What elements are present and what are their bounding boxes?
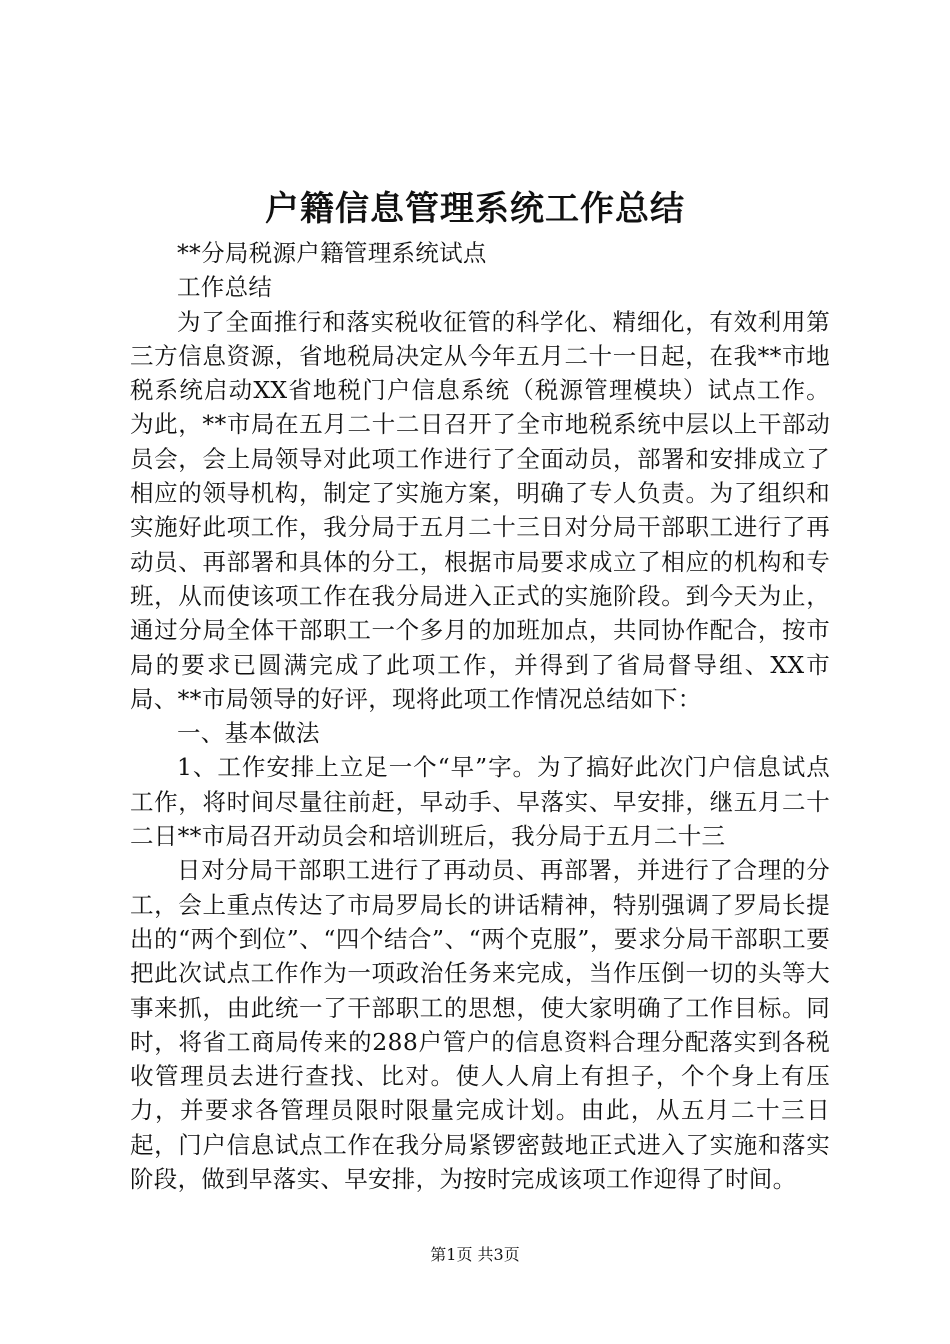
document-body [130,236,830,1196]
document-title: 户籍信息管理系统工作总结 [265,189,685,229]
subtitle-line-2: 工作总结 [177,273,273,302]
subtitle-line-1: **分局税源户籍管理系统试点 [177,239,487,267]
page-footer: 第1页 共3页 [430,1245,520,1264]
body-paragraph: 日对分局干部职工进行了再动员、再部署，并进行了合理的分工，会上重点传达了市局罗局长的讲话精神，特别强调了罗局长提出的“两个到位”、“四个结合”、“两个克服”，要求分局干部职工要把此次试点工作作为一项政治任务来完成，当作压倒一切的头等大事来抓，由此统一了干部职工的思想，使大家明确了工作目标。同时，将省工商局传来的288户管户的信息资料合理分配落实到各税收管理员去进行查找、比对。使人人肩上有担子，个个身上有压力，并要求各管理员限时限量完成计划。由此，从五月二十三日起，门户信息试点工作在我分局紧锣密鼓地正式进入了实施和落实阶段，做到早落实、早安排，为按时完成该项工作迎得了时间。 [130,856,830,1194]
body-paragraph: 为了全面推行和落实税收征管的科学化、精细化，有效利用第三方信息资源，省地税局决定从今年五月二十一日起，在我**市地税系统启动XX省地税门户信息系统（税源管理模块）试点工作。为此，**市局在五月二十二日召开了全市地税系统中层以上干部动员会，会上局领导对此项工作进行了全面动员，部署和安排成立了相应的领导机构，制定了实施方案，明确了专人负责。为了组织和实施好此项工作，我分局于五月二十三日对分局干部职工进行了再动员、再部署和具体的分工，根据市局要求成立了相应的机构和专班，从而使该项工作在我分局进入正式的实施阶段。到今天为止，通过分局全体干部职工一个多月的加班加点，共同协作配合，按市局的要求已圆满完成了此项工作，并得到了省局督导组、XX市局、**市局领导的好评，现将此项工作情况总结如下： [130,307,830,713]
body-paragraph: 1、工作安排上立足一个“早”字。为了搞好此次门户信息试点工作，将时间尽量往前赶，早动手、早落实、早安排，继五月二十二日**市局召开动员会和培训班后，我分局于五月二十三 [130,753,830,851]
section-heading: 一、基本做法 [177,719,320,748]
